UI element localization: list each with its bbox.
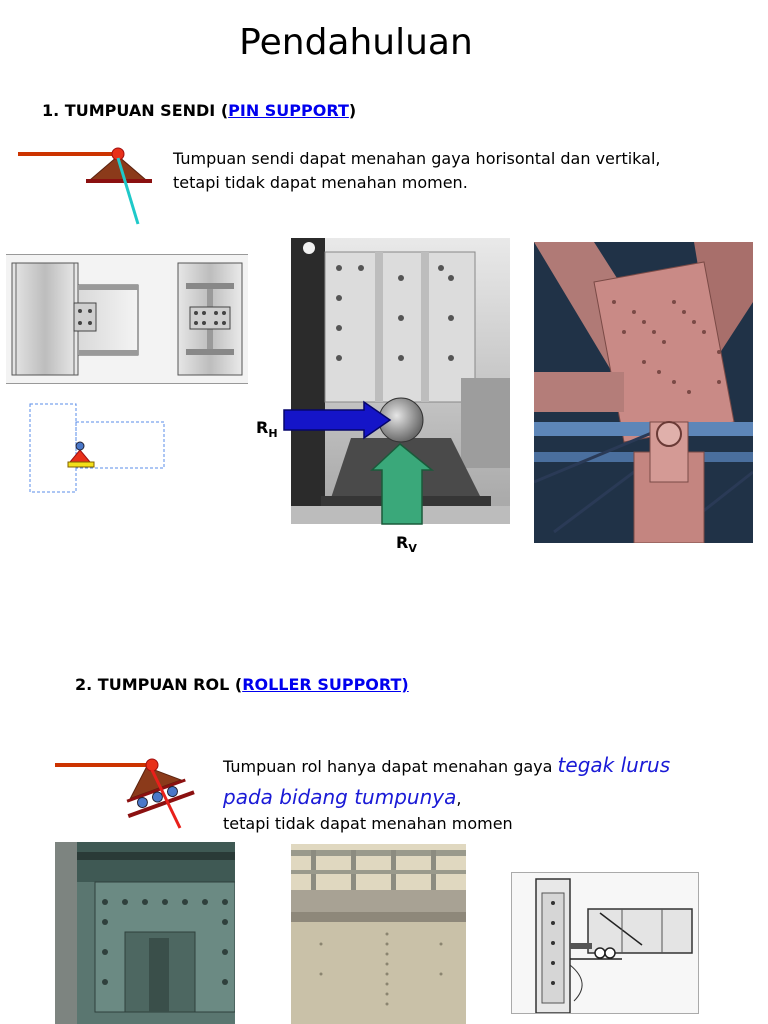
reaction-vertical-label: $R_V$: [396, 533, 417, 556]
vertical-reaction-arrow-icon: [372, 444, 432, 524]
pin-support-link[interactable]: PIN SUPPORT: [228, 101, 349, 120]
beam-connection-drawing: [6, 254, 248, 384]
reaction-arrows: [282, 400, 442, 530]
roller-support-link[interactable]: ROLLER SUPPORT): [242, 675, 409, 694]
section-1-heading: [42, 101, 356, 120]
bridge-girder-photo: [291, 844, 466, 1024]
truss-pin-photo: [534, 242, 753, 543]
roller-bearing-photo: [55, 842, 235, 1024]
section-1-prefix: 1. TUMPUAN SENDI (: [42, 101, 229, 120]
horizontal-reaction-arrow-icon: [284, 402, 390, 438]
page-title: Pendahuluan: [239, 22, 473, 63]
section-2-heading: [75, 675, 409, 694]
section-1-description: Tumpuan sendi dapat menahan gaya horisontal dan vertikal, tetapi tidak dapat menahan momen.: [173, 149, 661, 192]
reaction-horizontal-label: $R_H$: [256, 418, 278, 441]
section-2-description-line3: tetapi tidak dapat menahan momen: [223, 814, 513, 833]
section-1-suffix: ): [348, 101, 357, 120]
section-2-description: Tumpuan rol hanya dapat menahan gaya tegak lurus pada bidang tumpunya,: [223, 753, 671, 809]
section-2-prefix: 2. TUMPUAN ROL (: [75, 675, 243, 694]
pin-support-symbol-icon: [14, 140, 164, 230]
pin-joint-diagram: [28, 402, 170, 496]
roller-support-symbol-icon: [52, 752, 212, 832]
roller-connection-drawing: [511, 872, 699, 1014]
